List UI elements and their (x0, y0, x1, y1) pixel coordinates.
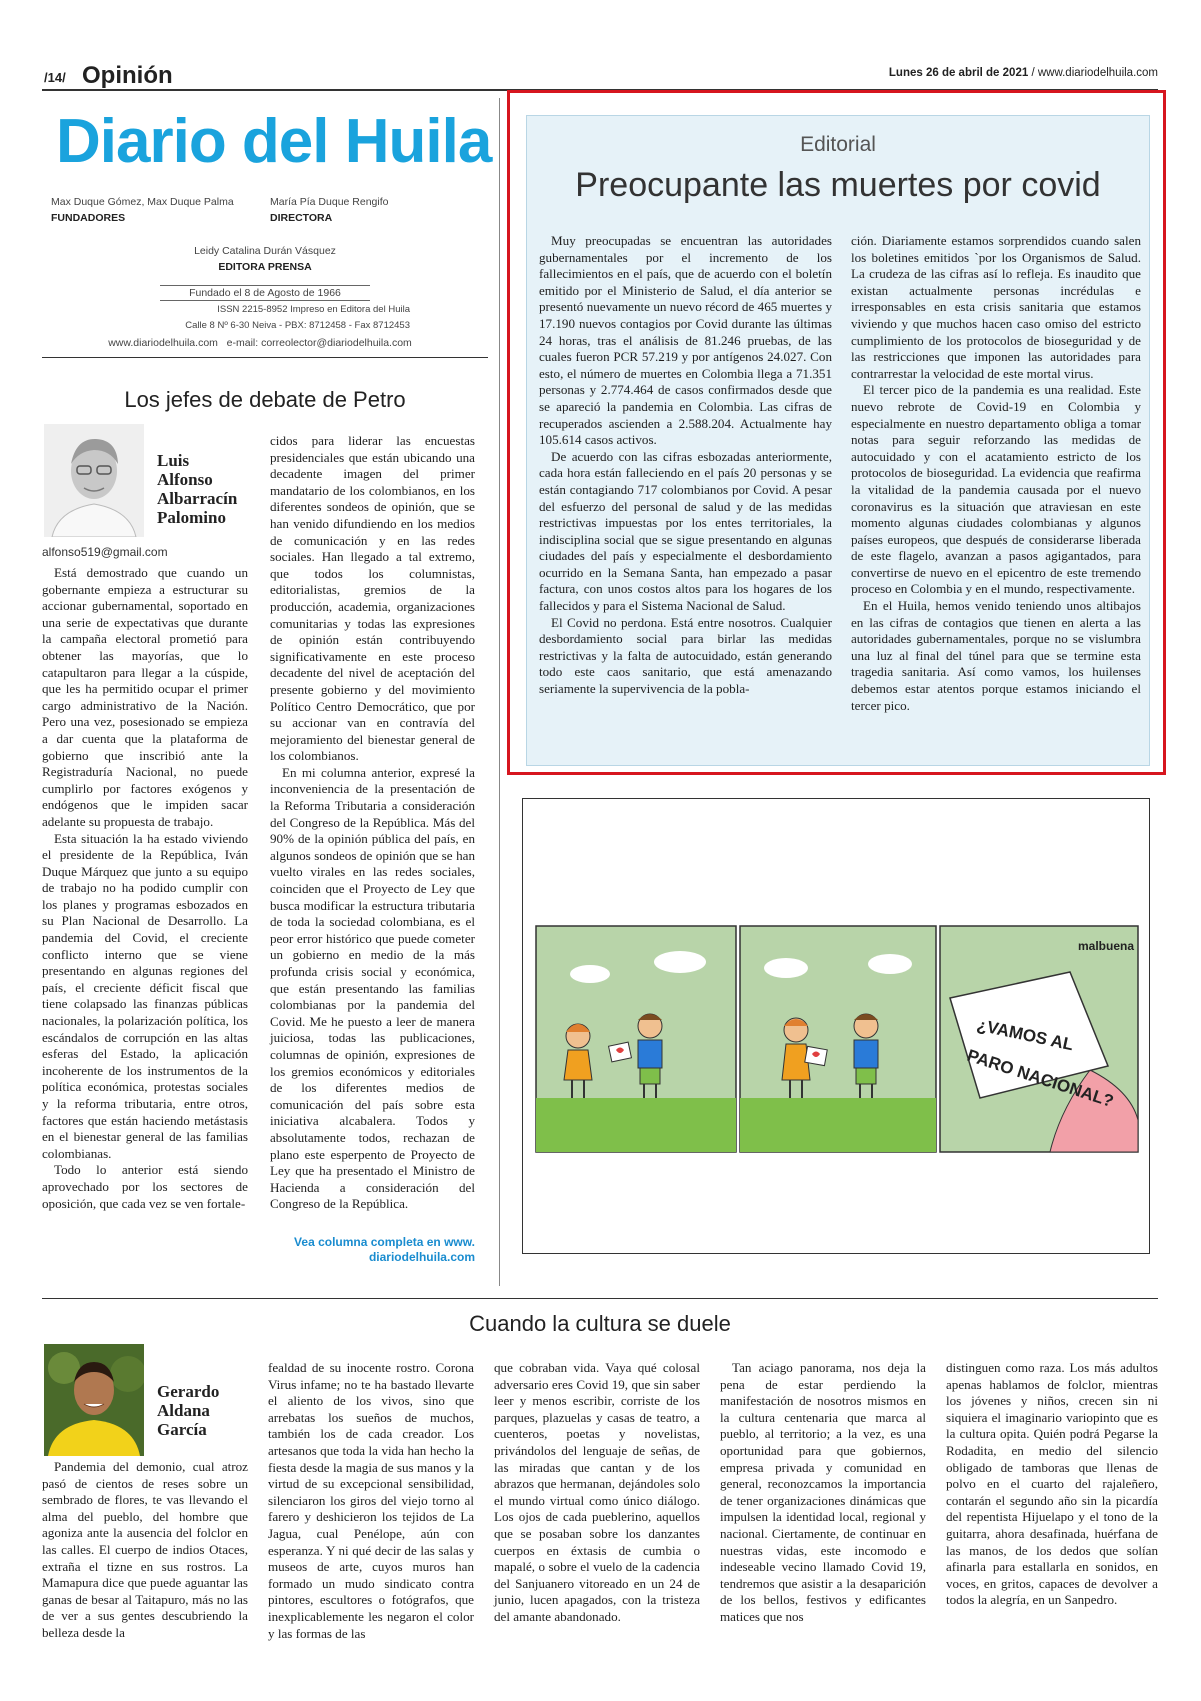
portrait-icon (44, 1344, 144, 1456)
author-name-line: Albarracín (157, 489, 238, 508)
petro-headline: Los jefes de debate de Petro (124, 387, 406, 412)
author-name-line: Palomino (157, 508, 226, 527)
editorial-headline: Preocupante las muertes por covid (575, 166, 1101, 204)
see-full-column-link[interactable] (270, 1235, 475, 1265)
author-name-line: Luis (157, 451, 190, 470)
author-name-albarracin (157, 451, 267, 527)
editorial-paragraph: De acuerdo con las cifras esbozadas anteriormente, cada hora están falleciendo en el país 20 personas y se están contagiando 717 colombianos por Covid. A pesar del esfuerzo del personal de salud y de las medidas restrictivas impuestas por los entes territoriales, la indisciplina social que se sigue presentando en algunas ciudades del país y especialmente el desbordamiento ocurrido en la Semana Santa, han empezado a pasar factura, con unos costos altos para los hogares de los fallecidos y para el Sistema Nacional de Salud. (539, 448, 832, 614)
author-photo-aldana (44, 1344, 144, 1456)
cultura-column-2 (268, 1360, 474, 1642)
column-divider (499, 98, 500, 1286)
petro-paragraph: Esta situación la ha estado viviendo el presidente de la República, Iván Duque Márquez que junto a su equipo de trabajo no ha podido cumplir con los planes y programas esbozados en su Plan Nacional de Desarrollo. La pandemia del Covid, el creciente conflicto interno que se viene presentando en algunas regiones del país, el creciente déficit fiscal que tiene colapsado las finanzas públicas nacionales, la polarización política, los escándalos de corrupción en las altas esferas del Estado, la aplicación incoherente de los instrumentos de la política económica, protestas sociales y la reforma tributaria, entre otros, factores que están haciendo metástasis en el bienestar general de las familias colombianas. (42, 830, 248, 1161)
cartoon-signature: malbuena (1078, 939, 1135, 953)
cultura-column-3 (494, 1360, 700, 1626)
newspaper-logo: Diario del Huila (56, 107, 492, 176)
editorial-paragraph: El Covid no perdona. Está entre nosotros. Cualquier desbordamiento social para birlar las medidas restrictivas y la falta de autocuidado, están generando todo este caos sanitario, que está amenazando seriamente la supervivencia de la pobla- (539, 614, 832, 697)
petro-paragraph: En mi columna anterior, expresé la inconveniencia de la presentación de la Reforma Tributaria a consideración del Congreso de la República. Más del 90% de la opinión pública del país, en algunos sondeos de opinión que se han vuelto virales en las redes sociales, coinciden que el Proyecto de Ley que busca modificar la estructura tributaria de toda la sociedad colombiana, es el peor error histórico que puede cometer un gobierno en medio de la más profunda crisis social y económica, que están presentando las familias colombianas por la pandemia del Covid. Me he puesto a leer de manera juiciosa, todas las publicaciones, columnas de opinión, expresiones de los gremios económicos y editoriales de los diferentes medios de comunicación del país sobre esta iniciativa alcabalera. Todos y absolutamente todos, rechazan de plano este esperpento de Proyecto de Ley que ha presentado el Ministro de Hacienda a consideración del Congreso de la República. (270, 764, 475, 1212)
editor-label: EDITORA PRENSA (218, 261, 312, 273)
see-more-line: Vea columna completa en www. (294, 1235, 475, 1249)
editorial-column-1 (539, 233, 832, 698)
petro-column-2 (270, 433, 475, 1213)
editorial-paragraph: En el Huila, hemos venido teniendo unos altibajos en las cifras de contagios que tienen en alerta a las autoridades gubernamentales, porque no se vislumbra una luz al final del túnel para que se termine esta tragedia sanitaria. Así como vamos, los huilenses debemos estar atentos porque estamos iniciando el tercer pico. (851, 598, 1141, 713)
cartoon-sign-line-1: ¿VAMOS AL (975, 1015, 1076, 1055)
website-text: / www.diariodelhuila.com (1031, 67, 1158, 79)
editorial-paragraph: Muy preocupadas se encuentran las autoridades gubernamentales por el incremento de los fallecimientos en el país, que de acuerdo con el boletín emitido por el Ministerio de Salud, el día anterior se presentó nuevamente un nuevo récord de 465 muertes y 17.190 nuevos contagios por Covid durante las últimas 24 horas, tras el análisis de 81.246 pruebas, de las cuales fueron PCR 57.219 y por antígenos 24.027. Con esto, el número de muertes en Colombia llega a 71.351 personas y 2.774.464 de casos confirmados desde que se apareció la pandemia en Colombia. Las cifras de recuperados ascienden a 2.588.204. Actualmente hay 105.614 casos activos. (539, 233, 832, 448)
issn-line: ISSN 2215-8952 Impreso en Editora del Huila (217, 304, 410, 315)
cultura-column-1 (42, 1459, 248, 1642)
cultura-paragraph: fealdad de su inocente rostro. Corona Virus infame; no te ha bastado llevarte el aliento de los vivos, sino que arrebatas los sueños de muchos, también los de cada creador. Los artesanos que toda la vida han hecho la fiesta desde la magia de sus manos y la virtud de su excepcional sensibilidad, silenciaron los giros del viejo torno al farero y deshicieron los tejidos de La Jagua, cual Penélope, aún con esperanza. Y ni qué decir de las salas y museos de arte, cuyos muros han formado un mudo sindicato contra pintores, escultores o fotógrafos, que inexplicablemente les negaron el color y las formas de las (268, 1360, 474, 1641)
portrait-icon (44, 424, 144, 537)
page-number: /14/ (44, 70, 66, 85)
address-line: Calle 8 Nº 6-30 Neiva - PBX: 8712458 - Fax 8712453 (185, 320, 410, 331)
cultura-headline: Cuando la cultura se duele (469, 1311, 731, 1336)
author-name-aldana (157, 1382, 257, 1439)
author-name-line: García (157, 1420, 207, 1439)
cartoon-sign-line-2: PARO NACIONAL? (964, 1045, 1116, 1111)
founded-line: Fundado el 8 de Agosto de 1966 (160, 285, 370, 301)
editor-name: Leidy Catalina Durán Vásquez (194, 245, 336, 257)
author-name-line: Alfonso (157, 470, 213, 489)
author-name-line: Gerardo (157, 1382, 220, 1401)
petro-column-1 (42, 565, 248, 1212)
cultura-column-4 (720, 1360, 926, 1626)
editorial-paragraph: El tercer pico de la pandemia es una realidad. Este nuevo rebrote de Covid-19 en Colombia y especialmente en nuestro departamento obliga a tomar notas para seguir reforzando las medidas de autocuidado y con el acatamiento estricto de los protocolos de bioseguridad. La evidencia que reafirma la vitalidad de la pandemia causada por el nuevo coronavirus es la situación que atraviesan en este momento algunas ciudades colombianas y algunos países europeos, que después de considerarse liberada de este flagelo, avanzan a pasos agigantados, para convertirse de nuevo en el epicentro de este tremendo proceso en Colombia y en el mundo, respectivamente. (851, 382, 1141, 597)
cultura-paragraph: Pandemia del demonio, cual atroz pasó de cientos de reses sobre un sembrado de flores, te vas llevando el alma del pueblo, del hombre que agoniza ante la ausencia del folclor en las calles. El cuerpo de indios Otaces, extraña el tizne en sus rostros. La Mamapura dice que puede aguantar las ganas de besar al Taitapuro, más no las de ver a sus gentes descubriendo la belleza desde la (42, 1459, 248, 1640)
petro-paragraph: Todo lo anterior está siendo aprovechado por los sectores de oposición, que cada vez se ven fortale- (42, 1162, 248, 1211)
cultura-column-5 (946, 1360, 1158, 1609)
see-more-line: diariodelhuila.com (368, 1250, 475, 1264)
cartoon-strip (530, 920, 1144, 1160)
masthead-bottom-rule (42, 357, 488, 358)
author-name-line: Aldana (157, 1401, 210, 1420)
editorial-paragraph: ción. Diariamente estamos sorprendidos cuando salen los boletines emitidos `por los Organismos de Salud. La crudeza de las cifras así lo refleja. Es inaudito que existan actualmente personas incrédulas e irresponsables en esta crisis sanitaria que estamos viviendo y que muchos hacen caso omiso del estricto cumplimiento de los protocolos de bioseguridad y de las restricciones que imponen las autoridades para contrarrestar la velocidad de este mortal virus. (851, 233, 1141, 381)
section-title: Opinión (82, 62, 173, 89)
founders-names: Max Duque Gómez, Max Duque Palma (51, 196, 234, 208)
editorial-column-2 (851, 233, 1141, 714)
editorial-kicker: Editorial (800, 133, 876, 156)
cartoon-panel-1 (536, 926, 736, 1152)
cultura-paragraph: que cobraban vida. Vaya qué colosal adversario eres Covid 19, que sin saber leer y menos escribir, corriste de los parques, plazuelas y casas de teatro, a cuenteros, poetas y novelistas, privándolos del lenguaje de señas, de las miradas que cantan y de los abrazos que hermanan, dejándoles solo el mundo virtual como único diálogo. Los ojos de cada pueblerino, aquellos que se posaban sobre los danzantes cuerpos en éxtasis de cumbia o mapalé, o sobre el vuelo de la cadencia del Sanjuanero vitoreado en un 24 de junio, lucen apagados, con la tristeza del amante abandonado. (494, 1360, 700, 1624)
petro-paragraph: cidos para liderar las encuestas presidenciales que están ubicando una decadente imagen del primer mandatario de los colombianos, en los diferentes sondeos de opinión, que se han venido difundiendo en los medios de comunicación y en las redes sociales. Han llegado a tal extremo, que todos los columnistas, editorialistas, gremios de la producción, academia, organizaciones comunitarias y todas las expresiones de opinión están contribuyendo significativamente en este proceso decadente del nivel de aceptación del presente gobierno y del movimiento Político Centro Democrático, que por su accionar van en contravía del mejoramiento del bienestar general de los colombianos. (270, 433, 475, 764)
cultura-top-rule (42, 1298, 1158, 1299)
petro-paragraph: Está demostrado que cuando un gobernante empieza a estructurar su accionar gubernamental, soportado en una serie de expectativas que durante la campaña electoral prometió para obtener las mayorías, que lo catapultaron para llegar a la cúspide, que les ha permitido ocupar el primer cargo administrativo de la Nación. Pero una vez, posesionado se empieza a dar cuenta que la plataforma de gobierno que inscribió ante la Registraduría Nacional, no puede cumplirlo por factores exógenos y endógenos que le impiden sacar adelante su propuesta de trabajo. (42, 565, 248, 829)
founders-label: FUNDADORES (51, 212, 126, 224)
header-date (889, 67, 1158, 79)
cartoon-panel-2 (740, 926, 936, 1152)
date-text: Lunes 26 de abril de 2021 (888, 67, 1029, 79)
contact-line[interactable]: www.diariodelhuila.com e-mail: correolector@diariodelhuila.com (108, 337, 412, 349)
cultura-paragraph: distinguen como raza. Los más adultos apenas hablamos de folclor, mientras los jóvenes y niños, crecen sin ni siquiera el imaginario variopinto que es la cultura opita. Quién podrá Pegarse la Rodadita, en medio del silencio obligado de tamboras que llenas de polvo en el cuarto del rajaleñero, contarán el segundo año sin la picardía del repentista Hijuelapo y el tono de la guitarra, ahora desafinada, huérfana de las manos, de los dedos que solían afinarla para estallarla en sonidos, en voces, en gritos, capaces de devolver a todos la alegría, en un Sanpedro. (946, 1360, 1158, 1608)
cultura-paragraph: Tan aciago panorama, nos deja la pena de estar perdiendo la manifestación de nosotros mismos en la cultura centenaria que marca al pueblo, al territorio; a la vez, es una oportunidad para que gobiernos, empresa privada y comunidad en general, reconozcamos la importancia de tener organizaciones dinámicas que impulsen la identidad local, regional y nacional. Ciertamente, de continuar en nuestras vidas, este incomodo e indeseable vecino llamado Covid 19, tendremos que asistir a la desaparición de los bellos, festivos y edificantes matices que nos (720, 1360, 926, 1624)
director-label: DIRECTORA (270, 212, 333, 224)
author-email[interactable]: alfonso519@gmail.com (42, 545, 168, 559)
author-photo-albarracin (44, 424, 144, 537)
director-name: María Pía Duque Rengifo (270, 196, 389, 208)
